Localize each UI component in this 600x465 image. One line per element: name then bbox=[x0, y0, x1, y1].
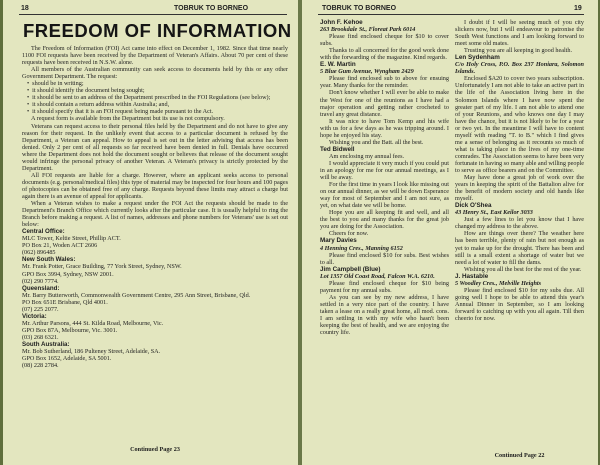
office-line: (07) 225 2077. bbox=[22, 305, 59, 313]
list-item: • it should be sent to an address of the Department prescribed in the FOI Regulations (see below); bbox=[34, 94, 288, 101]
list-item: • it should identify the document being sought; bbox=[34, 87, 288, 94]
letters-column-1 bbox=[320, 19, 449, 336]
letter-text: Thanks to all concerned for the good work done with the forwarding of the magazine. Kind regards. bbox=[320, 47, 449, 62]
left-page-number: 18 bbox=[21, 5, 29, 12]
letter-text: As you can see by my new address, I have settled in a very nice part of the country. I have taken a lease on a really great home, all mod. cons. I am settling in with my wife who hasn't been keeping the best of health, and we are enjoying the country life. bbox=[320, 293, 449, 337]
letter-address: 43 Henry St., East Keilor 3033 bbox=[455, 209, 533, 217]
office-line: MLC Tower, Keltie Street, Phillip ACT. bbox=[22, 235, 121, 243]
office-line: PO Box 651E Brisbane, Qld 4001. bbox=[22, 298, 108, 306]
office-label: Central Office: bbox=[22, 228, 65, 236]
letter-text: Please find enclosed $10 for my subs due. All going well I hope to be able to attend this year's Annual Dinner in September, so I am looking forward to catching up with you all again. Till then cheerio for now. bbox=[455, 286, 584, 322]
office-line: GPO Box 87A, Melbourne, Vic. 3001. bbox=[22, 326, 118, 334]
letter-text: Please find enclosed cheque for $10 to cover subs. bbox=[320, 33, 449, 48]
letter-text: Just a few lines to let you know that I have changed my address to the above. bbox=[455, 216, 584, 231]
office-line: (02) 290 7774. bbox=[22, 277, 59, 285]
right-page bbox=[302, 0, 598, 465]
letter-text: It was nice to have Tom Kemp and his wife with us for a few days as he was tripping around. I hope he enjoyed his stay. bbox=[320, 117, 449, 139]
office-label: Queensland: bbox=[22, 284, 60, 292]
list-item: • it should contain a return address within Australia; and, bbox=[34, 101, 288, 108]
office-central bbox=[22, 228, 288, 256]
article-body bbox=[22, 45, 288, 369]
office-line: (03) 268 6321. bbox=[22, 333, 59, 341]
letter-text: I would appreciate it very much if you could put in an apology for me for our annual meetings, as I will be away. bbox=[320, 159, 449, 182]
letter-address: Lot 1357 Old Coast Road, Falcon W.A. 6210. bbox=[320, 272, 435, 280]
left-running-title: TOBRUK TO BORNEO bbox=[174, 5, 249, 12]
letter-text: Hope you are all keeping fit and well, and all the best to you and many thanks for the great job you are doing for the Association. bbox=[320, 209, 449, 231]
office-nsw bbox=[22, 256, 288, 284]
office-line: (08) 228 2784. bbox=[22, 362, 59, 370]
letter-address: 263 Brookdale St., Floreat Park 6014 bbox=[320, 26, 416, 34]
letter-author: Ted Bidwell bbox=[320, 145, 355, 153]
letter-address: C/o Holy Cross, P.O. Box 237 Honiara, Solomon Islands. bbox=[455, 61, 584, 76]
list-item: • should be in writing; bbox=[34, 80, 288, 87]
office-line: Mr. Bob Sutherland, 186 Pulteney Street, Adelaide, SA. bbox=[22, 348, 161, 356]
office-line: (062) 896485 bbox=[22, 249, 56, 257]
letter-text: Enclosed $A20 to cover two years subscription. Unfortunately I am not able to take an active part in the life of the Association living here in the Solomon Islands where I have now spent the greater part of my life. I am not able to attend one of your Reunions, and who knows one day I may have the chance, but it is not likely to be for a year or two yet. In the meantime I will have to content myself with reading "T. to B." which I find gives me a sense of belonging as it recounts so much of what is taking place in the lives of my one-time comrades. The Association seems to have been very fortunate in having so many able and willing people to serve as office bearers and on the Committee. bbox=[455, 75, 584, 174]
article-title: FREEDOM OF INFORMATION bbox=[23, 20, 292, 41]
form-paragraph: A request form is available from the Department but its use is not compulsory. bbox=[31, 115, 225, 123]
office-line: Mr. Arthur Parsons, 444 St. Kilda Road, Melbourne, Vic. bbox=[22, 319, 164, 327]
letter-text: Cheers for now. bbox=[329, 230, 369, 238]
continued-note: Continued Page 23 bbox=[130, 446, 180, 453]
letter-author: E. W. Martin bbox=[320, 61, 356, 69]
continued-note: Continued Page 22 bbox=[494, 452, 545, 459]
right-header-rule bbox=[318, 14, 584, 15]
left-header-rule bbox=[19, 14, 287, 15]
office-south-australia bbox=[22, 341, 288, 369]
list-item: • it should specify that it is an FOI request being made pursuant to the Act. bbox=[34, 108, 288, 115]
office-line: Mr. Barry Butterworth, Commonwealth Government Centre, 295 Ann Street, Brisbane, Qld. bbox=[22, 291, 251, 299]
office-queensland bbox=[22, 285, 288, 313]
request-requirements-list bbox=[22, 80, 288, 115]
right-continued-wrap bbox=[455, 452, 584, 459]
letter-address: 5 Blue Gum Avenue, Wyngham 2429 bbox=[320, 68, 414, 76]
letter-author: Len Sydenham bbox=[455, 54, 500, 62]
letter-text: Wishing you and the Batt. all the best. bbox=[329, 138, 424, 146]
charges-paragraph: All FOI requests are liable for a charge. However, where an applicant seeks access to personal documents (e.g. personal/medical files) this type of material may be inspected for four hours and 100 pages of photocopies can be obtained free of any charge. Requests beyond these limits may attract a charge but again there is an avenue of appeal for applicants. bbox=[22, 171, 288, 200]
office-line: GPO Box 1652, Adelaide, SA 5001. bbox=[22, 355, 112, 363]
letter-text: How are things over there? The weather here has been terrible, plenty of rain but not enough as yet to make up for the drought. There has been and still is a small extent a shortage of water but we need a lot of water to fill the dams. bbox=[455, 230, 584, 266]
letter-text: Am enclosing my annual fees. bbox=[329, 152, 405, 160]
letter-address: 5 Woodley Cres., Melville Heights bbox=[455, 279, 542, 287]
letter-author: John F. Kehoe bbox=[320, 19, 363, 26]
letter-author: J. Hastable bbox=[455, 272, 489, 280]
office-line: Mr. Frank Potter, Grace Building, 77 York Street, Sydney, NSW. bbox=[22, 263, 182, 271]
letter-address: 4 Henning Cres., Manning 6152 bbox=[320, 244, 403, 252]
office-label: South Australia: bbox=[22, 340, 70, 348]
letter-text: I doubt if I will be seeing much of you city slickers now, but I will endeavour to patronise the South West functions and I am looking forward to meet some old mates. bbox=[455, 19, 584, 48]
letter-text: For the first time in years I look like missing out on our annual dinner, as we will be down Esperance way for most of September and I am not sure, as yet, on what date we will be home. bbox=[320, 181, 449, 210]
branch-office-paragraph: When a Veteran wishes to make a request under the FOI Act the requests should be made to the Department's Branch Office which currently looks after the particular case. It is usually helpful to ring the Branch before making a request. A list of names, addresses and phone numbers for Veterans' use is set out below: bbox=[22, 200, 288, 229]
left-continued-wrap bbox=[22, 446, 288, 453]
letter-text: Please find enclosed sub to above for ensuing year. Many thanks for the reminder. bbox=[320, 75, 449, 90]
letter-text: Wishing you all the best for the rest of the year. bbox=[464, 265, 582, 273]
right-page-number: 19 bbox=[574, 5, 582, 12]
right-running-title: TOBRUK TO BORNEO bbox=[322, 5, 397, 12]
letter-text: Please find enclosed cheque for $10 being payment for my annual subs. bbox=[320, 279, 449, 294]
letter-author: Dick O'Shea bbox=[455, 202, 492, 210]
office-label: New South Wales: bbox=[22, 256, 76, 264]
office-line: GPO Box 3994, Sydney, NSW 2001. bbox=[22, 270, 114, 278]
letter-author: Mary Davies bbox=[320, 237, 357, 245]
letter-text: Don't know whether I will ever be able to make the West for one of the reunions as I have had a major operation and getting rather crocheted to travel any great distance. bbox=[320, 89, 449, 118]
office-label: Victoria: bbox=[22, 312, 47, 320]
letter-author: Jim Campbell (Blue) bbox=[320, 265, 381, 273]
personal-files-paragraph: Veterans can request access to their personal files held by the Department and do not have to give any reason for their request. In the unlikely event that access to a particular document is refused by the Department, a Veteran can appeal. How to appeal is set out in the letter advising that access has been denied. Only 2 per cent of all requests so far received have been denied in full. Denials have occurred where the Department does not hold the document sought or believes that release of the document sought would infringe the personal privacy of another Veteran. A Veteran's privacy is strictly protected by the Department. bbox=[22, 122, 288, 172]
letter-text: Trusting you are all keeping in good health. bbox=[464, 47, 573, 55]
access-paragraph: All members of the Australian community can seek access to documents held by this or any other Government Department. The request: bbox=[22, 66, 288, 81]
letters-column-2 bbox=[455, 19, 584, 322]
office-line: PO Box 21, Woden ACT 2606 bbox=[22, 242, 98, 250]
office-victoria bbox=[22, 313, 288, 341]
letter-text: May have done a great job of work over the years in keeping the spirit of the Battalion alive for the benefit of modern society and old hands like myself. bbox=[455, 174, 584, 203]
left-page bbox=[3, 0, 299, 465]
intro-paragraph: The Freedom of Information (FOI) Act came into effect on December 1, 1982. Since that time nearly 1100 FOI requests have been received by the Department of Veteran's Affairs. About 70 per cent of these requests have been received in N.S.W. alone. bbox=[22, 45, 288, 67]
letter-text: Please find enclosed $10 for subs. Best wishes to all. bbox=[320, 251, 449, 266]
